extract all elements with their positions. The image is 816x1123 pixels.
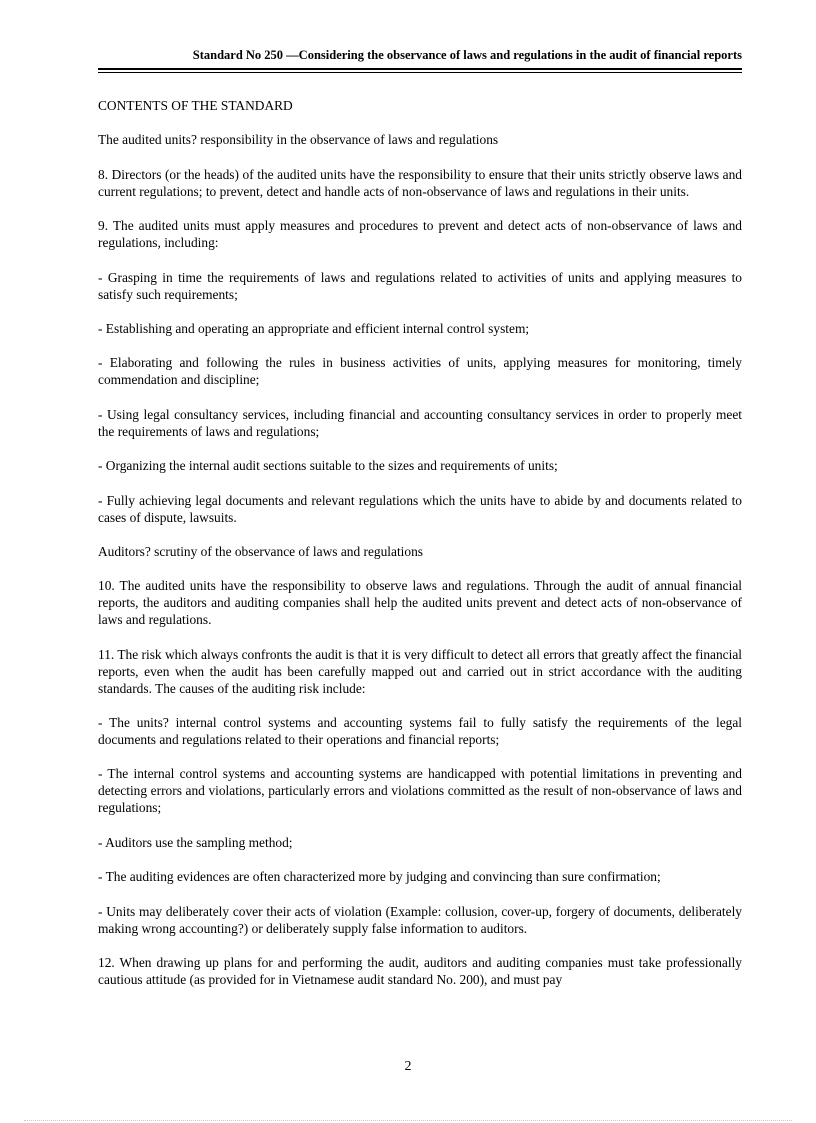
list-item: - The auditing evidences are often characterized more by judging and convincing than sure confirmation; (98, 869, 661, 885)
subheading-auditors-scrutiny: Auditors? scrutiny of the observance of laws and regulations (98, 543, 424, 559)
paragraph-8: 8. Directors (or the heads) of the audited units have the responsibility to ensure that their units strictly observe laws and current regulations; to prevent, detect and handle acts of non-observance of laws and regulations in their units. (98, 166, 742, 199)
document-body (98, 97, 742, 1005)
list-item: - The internal control systems and accounting systems are handicapped with potential limitations in preventing and detecting errors and violations, particularly errors and violations committed as the result of non-observance of laws and regulations; (98, 766, 742, 816)
paragraph-9: 9. The audited units must apply measures and procedures to prevent and detect acts of non-observance of laws and regulations, including: (98, 218, 742, 251)
list-item: - Fully achieving legal documents and relevant regulations which the units have to abide by and documents related to cases of dispute, lawsuits. (98, 492, 742, 525)
section-heading-contents: CONTENTS OF THE STANDARD (98, 98, 293, 113)
header-rule-thin (98, 72, 742, 73)
list-item: - Grasping in time the requirements of laws and regulations related to activities of units and applying measures to satisfy such requirements; (98, 269, 742, 302)
subheading-units-responsibility: The audited units? responsibility in the observance of laws and regulations (98, 132, 499, 148)
list-item: - Establishing and operating an appropriate and efficient internal control system; (98, 320, 530, 336)
header-rule-thick (98, 68, 742, 70)
list-item: - Elaborating and following the rules in business activities of units, applying measures for monitoring, timely commendation and discipline; (98, 355, 742, 388)
paragraph-11: 11. The risk which always confronts the audit is that it is very difficult to detect all errors that greatly affect the financial reports, even when the audit has been carefully mapped out and carried out in strict accordance with the auditing standards. The causes of the auditing risk include: (98, 646, 742, 696)
page-bottom-border (24, 1120, 792, 1121)
list-item: - Auditors use the sampling method; (98, 834, 293, 850)
running-header: Standard No 250 —Considering the observance of laws and regulations in the audit of financial reports (192, 48, 742, 62)
list-item: - Units may deliberately cover their acts of violation (Example: collusion, cover-up, forgery of documents, deliberately making wrong accounting?) or deliberately supply false information to auditors. (98, 903, 742, 936)
list-item: - Using legal consultancy services, including financial and accounting consultancy services in order to properly meet the requirements of laws and regulations; (98, 406, 742, 439)
list-item: - Organizing the internal audit sections suitable to the sizes and requirements of units; (98, 458, 558, 474)
page-number: 2 (404, 1059, 412, 1074)
paragraph-10: 10. The audited units have the responsibility to observe laws and regulations. Through the audit of annual financial reports, the auditors and auditing companies shall help the audited units prevent and detect acts of non-observance of laws and regulations. (98, 578, 742, 628)
list-item: - The units? internal control systems and accounting systems fail to fully satisfy the requirements of the legal documents and regulations related to their operations and financial reports; (98, 715, 742, 748)
paragraph-12: 12. When drawing up plans for and performing the audit, auditors and auditing companies must take professionally cautious attitude (as provided for in Vietnamese audit standard No. 200), and must pay (98, 955, 742, 988)
